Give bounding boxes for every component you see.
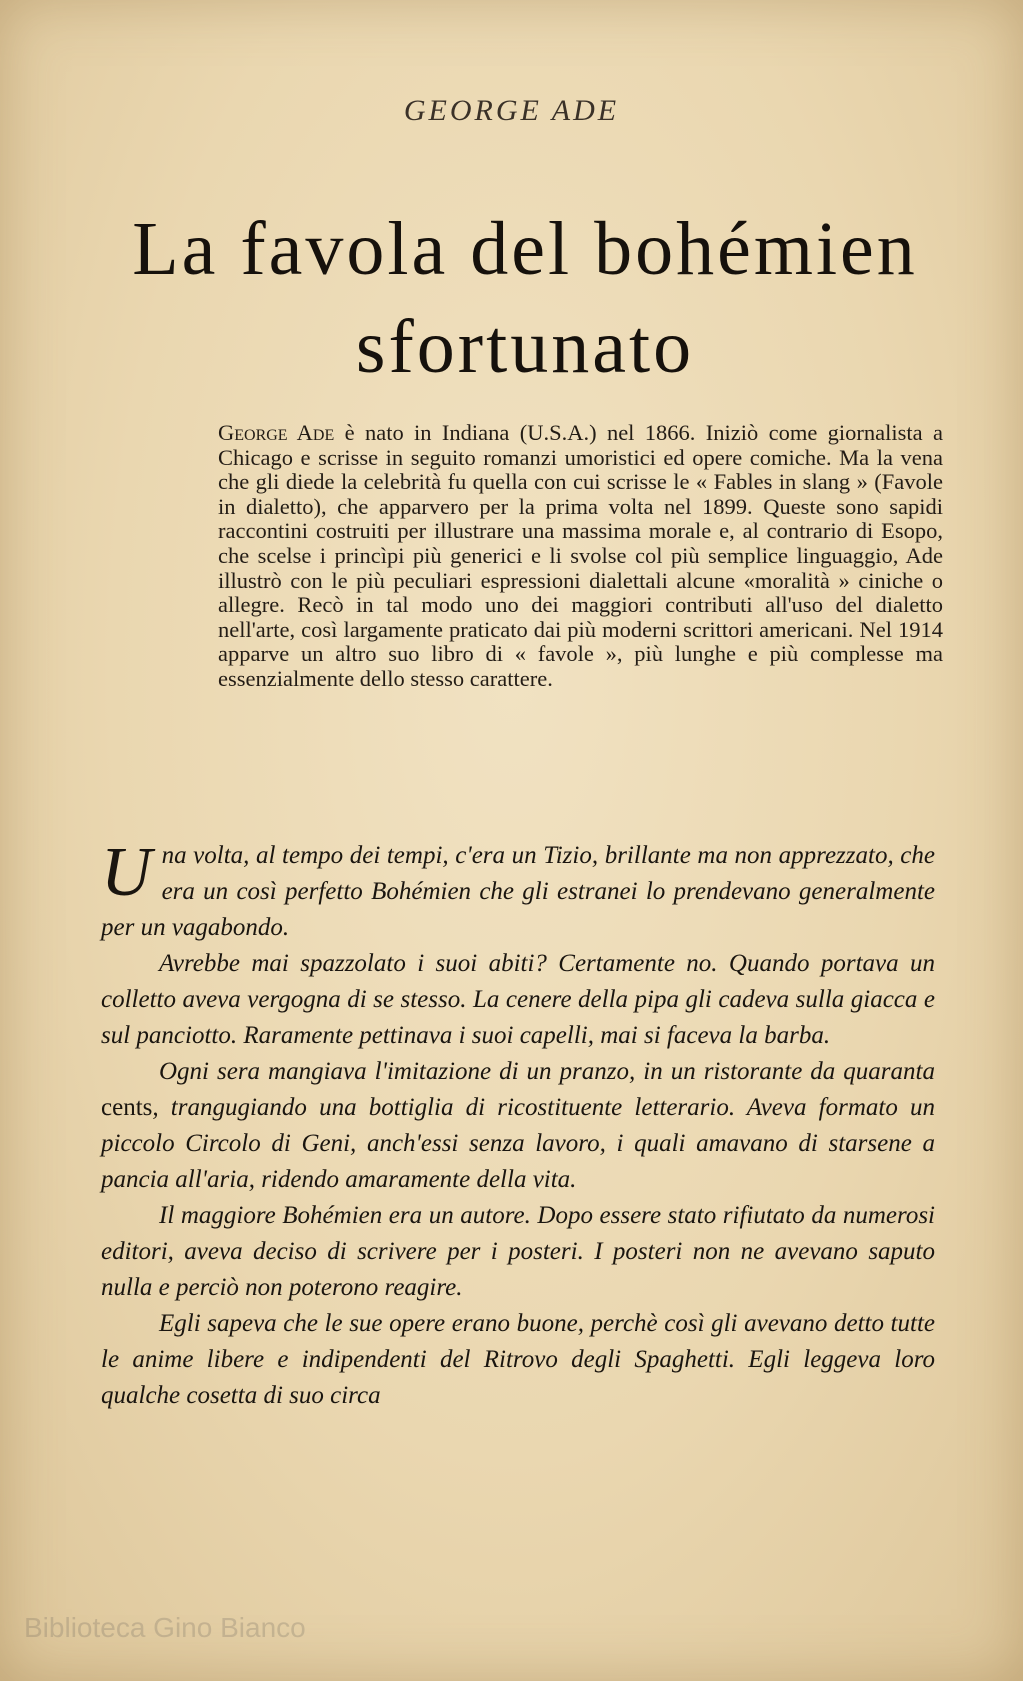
drop-cap: U (101, 834, 152, 911)
author-bio-paragraph (218, 421, 943, 692)
story-paragraph-2: Avrebbe mai spazzolato i suoi abiti? Certamente no. Quando portava un colletto aveva vergogna di se stesso. La cenere della pipa gli cadeva sulla giacca e sul panciotto. Raramente pettinava i suoi capelli, mai si faceva la barba. (101, 950, 935, 1049)
library-watermark: Biblioteca Gino Bianco (24, 1612, 306, 1643)
story-paragraph-3-cents: cents (101, 1094, 153, 1121)
story-paragraph-5: Egli sapeva che le sue opere erano buone, perchè così gli avevano detto tutte le anime libere e indipendenti del Ritrovo degli Spaghetti. Egli leggeva loro qualche cosetta di suo circa (101, 1310, 935, 1409)
story-paragraph-3-text-a: Ogni sera mangiava l'imitazione di un pranzo, in un ristorante da quaranta (159, 1058, 935, 1085)
story-paragraph-3-text-b: , trangugiando una bottiglia di ricostituente letterario. Aveva formato un piccolo Circolo di Geni, anch'essi senza lavoro, i quali amavano di starsene a pancia all'aria, ridendo amaramente della vita. (101, 1094, 935, 1193)
story-title: La favola del bohémien sfortunato (132, 207, 918, 389)
story-paragraph-1-text: na volta, al tempo dei tempi, c'era un Tizio, brillante ma non apprezzato, che era un così perfetto Bohémien che gli estranei lo prendevano generalmente per un vagabondo. (101, 842, 935, 941)
story-paragraph-4: Il maggiore Bohémien era un autore. Dopo essere stato rifiutato da numerosi editori, aveva deciso di scrivere per i posteri. I posteri non ne avevano saputo nulla e perciò non poterono reagire. (101, 1202, 935, 1301)
story-paragraph-1 (101, 834, 935, 946)
story-paragraph-3 (101, 1054, 935, 1198)
author-bio-text: è nato in Indiana (U.S.A.) nel 1866. Iniziò come giornalista a Chicago e scrisse in seguito romanzi umoristici ed opere comiche. Ma la vena che gli diede la celebrità fu quella con cui scrisse le « Fables in slang » (Favole in dialetto), che apparvero per la prima volta nel 1899. Queste sono sapidi raccontini costruiti per illustrare una massima morale e, al contrario di Esopo, che scelse i princìpi più generici e li svolse col più semplice linguaggio, Ade illustrò con le più peculiari espressioni dialettali alcune «moralità » ciniche o allegre. Recò in tal modo uno dei maggiori contributi all'uso del dialetto nell'arte, così largamente praticato dai più moderni scrittori americani. Nel 1914 apparve un altro suo libro di « favole », più lunghe e più complesse ma essenzialmente dello stesso carattere. (218, 420, 943, 691)
story-body (101, 834, 935, 1414)
author-bio-name: George Ade (218, 420, 335, 445)
author-bio (218, 421, 943, 692)
author-header: GEORGE ADE (403, 94, 620, 127)
